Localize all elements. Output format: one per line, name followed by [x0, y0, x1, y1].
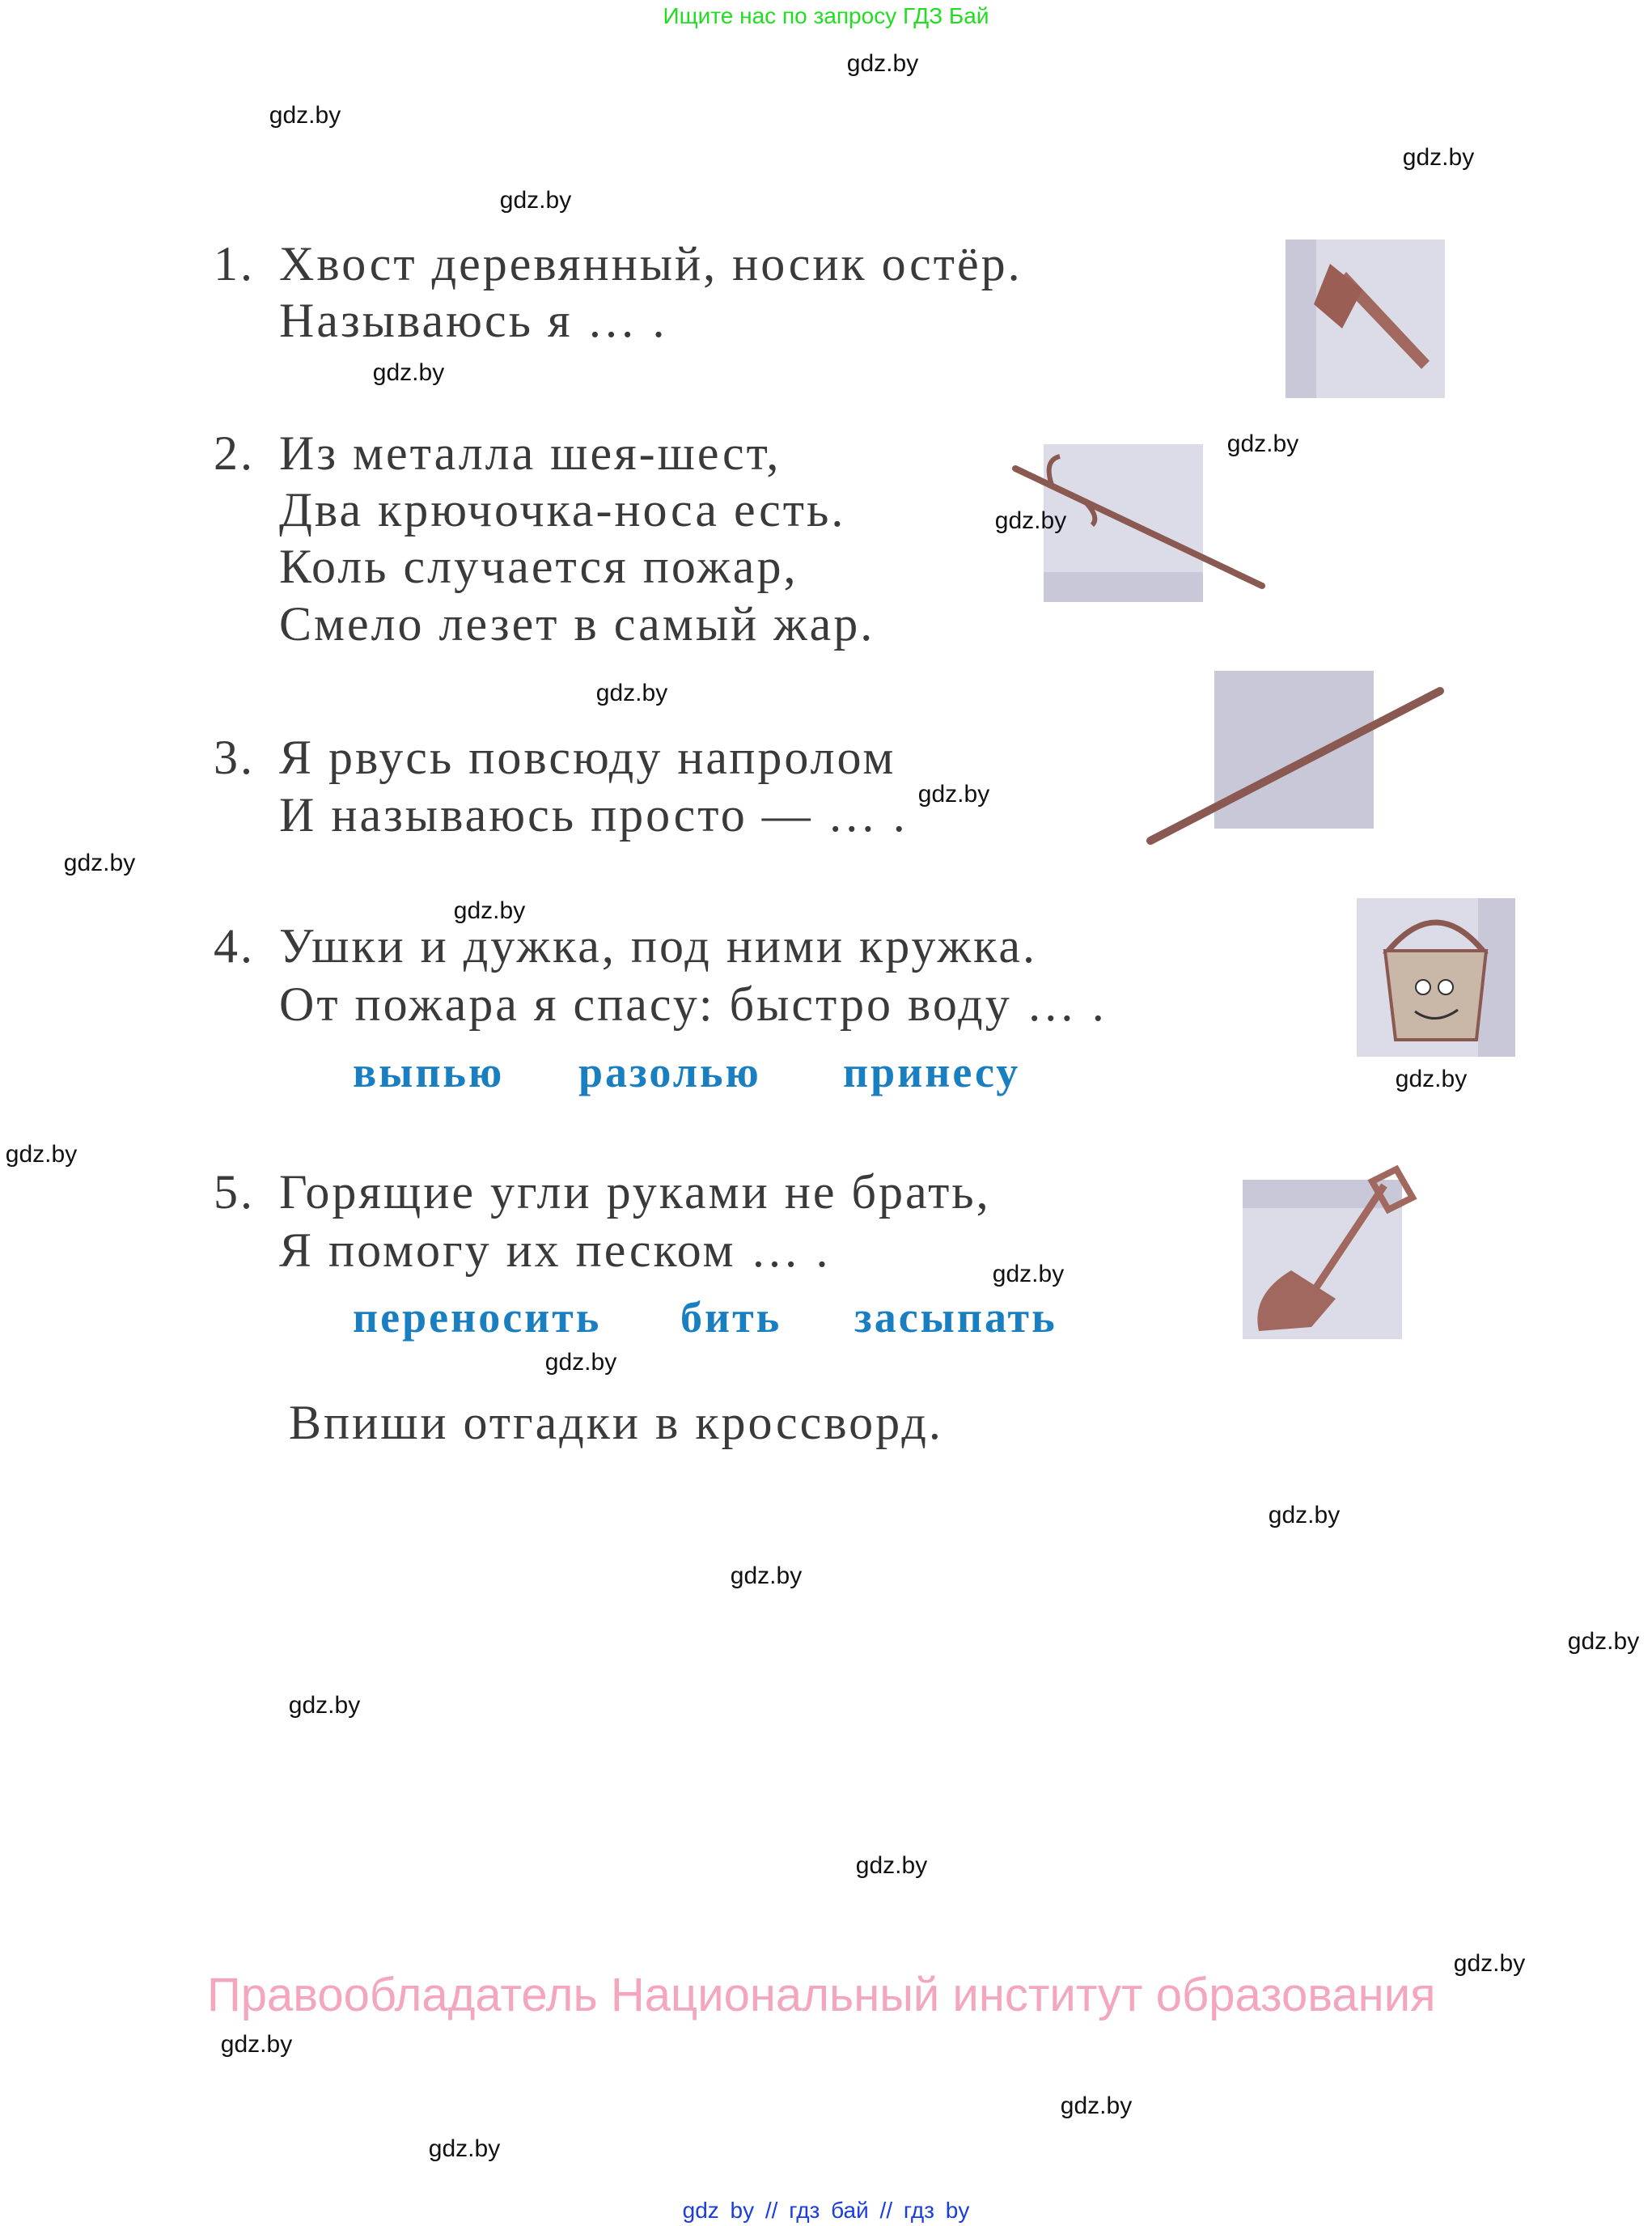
crowbar-picture	[1141, 671, 1448, 857]
gdz-watermark: gdz.by	[994, 507, 1067, 534]
gdz-watermark: gdz.by	[730, 1562, 803, 1589]
riddle-5-line: Я помогу их песком … .	[279, 1223, 831, 1277]
gdz-watermark: gdz.by	[453, 897, 526, 924]
riddle-4-option: выпью	[353, 1048, 505, 1096]
riddle-4-line: От пожара я спасу: быстро воду … .	[279, 977, 1107, 1031]
axe-picture	[1286, 240, 1445, 398]
riddle-2-line: Коль случается пожар,	[279, 540, 798, 593]
gdz-watermark: gdz.by	[544, 1349, 617, 1376]
riddle-5-number: 5.	[214, 1165, 255, 1219]
riddle-3-number: 3.	[214, 731, 255, 784]
gdz-watermark: gdz.by	[220, 2031, 293, 2058]
instruction: Впиши отгадки в кроссворд.	[289, 1396, 943, 1449]
riddle-4-line: Ушки и дужка, под ними кружка.	[279, 919, 1037, 973]
riddle-2-line: Два крючочка-носа есть.	[279, 483, 846, 536]
riddle-4-option: разолью	[578, 1048, 761, 1096]
riddle-1-line: Называюсь я … .	[279, 294, 667, 347]
gdz-watermark: gdz.by	[1060, 2092, 1133, 2119]
riddle-5-option: засыпать	[854, 1293, 1057, 1342]
riddle-4-number: 4.	[214, 919, 255, 973]
gdz-watermark: gdz.by	[1395, 1066, 1468, 1092]
shovel-picture	[1243, 1165, 1429, 1339]
riddle-2-number: 2.	[214, 426, 255, 480]
gdz-watermark: gdz.by	[846, 50, 919, 77]
gdz-watermark: gdz.by	[372, 359, 445, 386]
riddle-2-line: Из металла шея-шест,	[279, 426, 782, 480]
copyright-notice: Правообладатель Национальный институт образования	[207, 1969, 1436, 2021]
gdz-watermark: gdz.by	[5, 1141, 78, 1168]
riddle-5-option: бить	[680, 1293, 782, 1342]
gdz-watermark: gdz.by	[1268, 1502, 1341, 1529]
gdz-watermark: gdz.by	[855, 1852, 928, 1879]
gdz-watermark: gdz.by	[1402, 144, 1475, 171]
riddle-1-number: 1.	[214, 237, 255, 290]
gdz-watermark: gdz.by	[63, 850, 136, 876]
bucket-picture	[1357, 898, 1515, 1057]
gdz-watermark: gdz.by	[1226, 430, 1299, 457]
riddle-3-line: И называюсь просто — … .	[279, 788, 908, 842]
riddle-3-line: Я рвусь повсюду напролом	[279, 731, 896, 784]
search-hint: Ищите нас по запросу ГДЗ Бай	[663, 3, 989, 28]
gdz-watermark: gdz.by	[428, 2135, 501, 2162]
gdz-watermark: gdz.by	[595, 680, 668, 706]
gdz-watermark: gdz.by	[499, 187, 572, 214]
gdz-watermark: gdz.by	[1567, 1628, 1640, 1655]
riddle-1-line: Хвост деревянный, носик остёр.	[279, 237, 1023, 290]
riddle-2-line: Смело лезет в самый жар.	[279, 597, 875, 651]
riddle-5-option: переносить	[353, 1293, 602, 1342]
gdz-watermark: gdz.by	[917, 781, 990, 808]
footer-links[interactable]: gdz by // гдз бай // гдз by	[682, 2198, 970, 2223]
gdz-watermark: gdz.by	[288, 1692, 361, 1719]
gdz-watermark: gdz.by	[992, 1261, 1065, 1287]
riddle-4-option: принесу	[843, 1048, 1021, 1096]
gdz-watermark: gdz.by	[269, 102, 341, 129]
riddle-5-line: Горящие угли руками не брать,	[279, 1165, 991, 1219]
gdz-watermark: gdz.by	[1453, 1950, 1526, 1977]
